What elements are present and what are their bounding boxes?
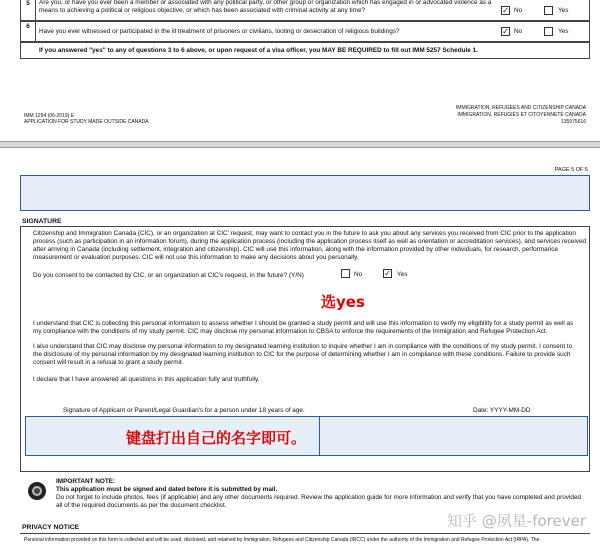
collection-para-l2: my compliance with the conditions of my study permit. CIC may disclose my personal information to CBSA to enforce the requirements of the Immigration and Refugee Protection Act. [33, 328, 548, 335]
q6-yes-label: Yes [558, 28, 569, 35]
signature-heading: SIGNATURE [22, 218, 62, 225]
consent-no-label: No [354, 271, 363, 278]
privacy-line1: Personal information provided on this form is collected and will be used, disclosed, and retained by Immigration, Refugees and Citizenship Canada (IRCC) under the authority of the Immigration and Refugee Protection Act (IRPA). The [24, 537, 540, 543]
footer-left [24, 113, 149, 125]
form-id: IMM 1294 (06-2019) E [24, 113, 75, 119]
consent-yes-checkbox[interactable]: ✓ [384, 269, 391, 278]
important-line1: This application must be signed and dated before it is submitted by mail. [56, 486, 278, 493]
form-title: APPLICATION FOR STUDY MADE OUTSIDE CANADA [24, 119, 149, 125]
consent-yes-label: Yes [397, 271, 408, 278]
consent-para-l3: after arriving in Canada (including settlement, integration and citizenship). CIC will use this information, along with the information provided by other individuals, for research, performance [33, 246, 559, 253]
agency-en: IMMIGRATION, REFUGEES AND CITIZENSHIP CANADA [455, 105, 586, 111]
disclosure-para-l2: the disclosure of my personal information by my designated learning institution to CIC for the purpose of determining whether I am in compliance with these conditions. Failure to provide such [33, 351, 571, 358]
watermark: 知乎 @夙星-forever [447, 512, 586, 530]
collection-para-l1: I understand that CIC is collecting this personal information to assess whether I should be granted a study permit and will use this information to verify my eligibility for a study permit as well as [33, 320, 574, 327]
q6-number: 6 [26, 23, 30, 30]
consent-para-l4: measurement or evaluation purposes. CIC will not use this information to make any decisions about you personally. [33, 254, 359, 261]
q5-no-label: No [514, 7, 523, 14]
annotation-select-yes: 选yes [321, 293, 365, 311]
date-label: Date: YYYY-MM-DD [473, 407, 531, 414]
privacy-heading: PRIVACY NOTICE [22, 524, 80, 531]
important-line3: all of the required documents as per the document checklist. [56, 502, 227, 509]
consent-para-l2: process (such as participation in an information forum), during the application process (including the application process itself as well as orientation or accreditation services), and services received [33, 238, 587, 245]
important-note [20, 475, 590, 515]
q5-number: 5 [26, 0, 30, 7]
schedule-note-row [20, 42, 590, 59]
q6-yes-checkbox[interactable] [544, 27, 553, 36]
q5-no-checkbox[interactable]: ✓ [502, 6, 509, 15]
disclosure-para-l1: I also understand that CIC may disclose my personal information to my designated learning institution to inquire whether I am in compliance with the conditions of my study permit. I consent to [33, 343, 573, 350]
highlighted-field-top[interactable] [20, 175, 590, 211]
annotation-type-name: 键盘打出自己的名字即可。 [126, 429, 307, 447]
footer-right [456, 105, 586, 126]
declaration-text: I declare that I have answered all questions in this application fully and truthfully. [33, 376, 260, 383]
page-separator [0, 141, 600, 148]
q6-row [20, 21, 590, 42]
q5-text-line1: Are you, or have you ever been a member or associated with any political party, or other group or organization which has engaged in or advocated violence as a [39, 0, 492, 6]
consent-para-l1: Citizenship and Immigration Canada (CIC), or an organization at CIC' request, may want to contact you in the future to ask you about any services you received from CIC prior to the application [33, 230, 576, 237]
warning-icon [28, 482, 46, 500]
disclosure-para-l3: consent will result in a refusal to grant a study permit. [33, 359, 184, 366]
consent-no-checkbox[interactable] [341, 269, 350, 278]
agency-fr: IMMIGRATION, RÉFUGIÉS ET CITOYENNETÉ CANADA [457, 112, 586, 118]
q5-row [20, 0, 590, 21]
q6-no-checkbox[interactable]: ✓ [502, 27, 509, 36]
q6-text: Have you ever witnessed or participated in the ill treatment of prisoners or civilians, looting or desecration of religious buildings? [39, 28, 400, 35]
field-divider [319, 417, 320, 455]
signature-section [20, 226, 590, 472]
signature-input-field[interactable] [25, 416, 588, 456]
q6-no-label: No [514, 28, 523, 35]
schedule-note: If you answered "yes" to any of questions 3 to 6 above, or upon request of a visa officer, you MAY BE REQUIRED to fill out IMM 5257 Schedule 1. [39, 47, 478, 54]
signature-label: Signature of Applicant or Parent/Legal Guardian's for a person under 18 years of age. [63, 407, 305, 414]
page-number: PAGE 5 OF 5 [554, 167, 588, 173]
important-line2: Do not forget to include photos, fees (if applicable) and any other documents required. Review the application guide for more information and verify that you have completed and provided [56, 494, 582, 501]
barcode-number: 135975616 [560, 119, 586, 125]
important-title: IMPORTANT NOTE: [56, 478, 116, 485]
q5-yes-checkbox[interactable] [544, 6, 553, 15]
q5-text-line2: means to achieving a political or religious objective, or which has been associated with criminal activity at any time? [39, 7, 366, 14]
q5-yes-label: Yes [558, 7, 569, 14]
consent-question: Do you consent to be contacted by CIC, or an organization at CIC's request, in the future? (Y/N) [33, 272, 304, 279]
